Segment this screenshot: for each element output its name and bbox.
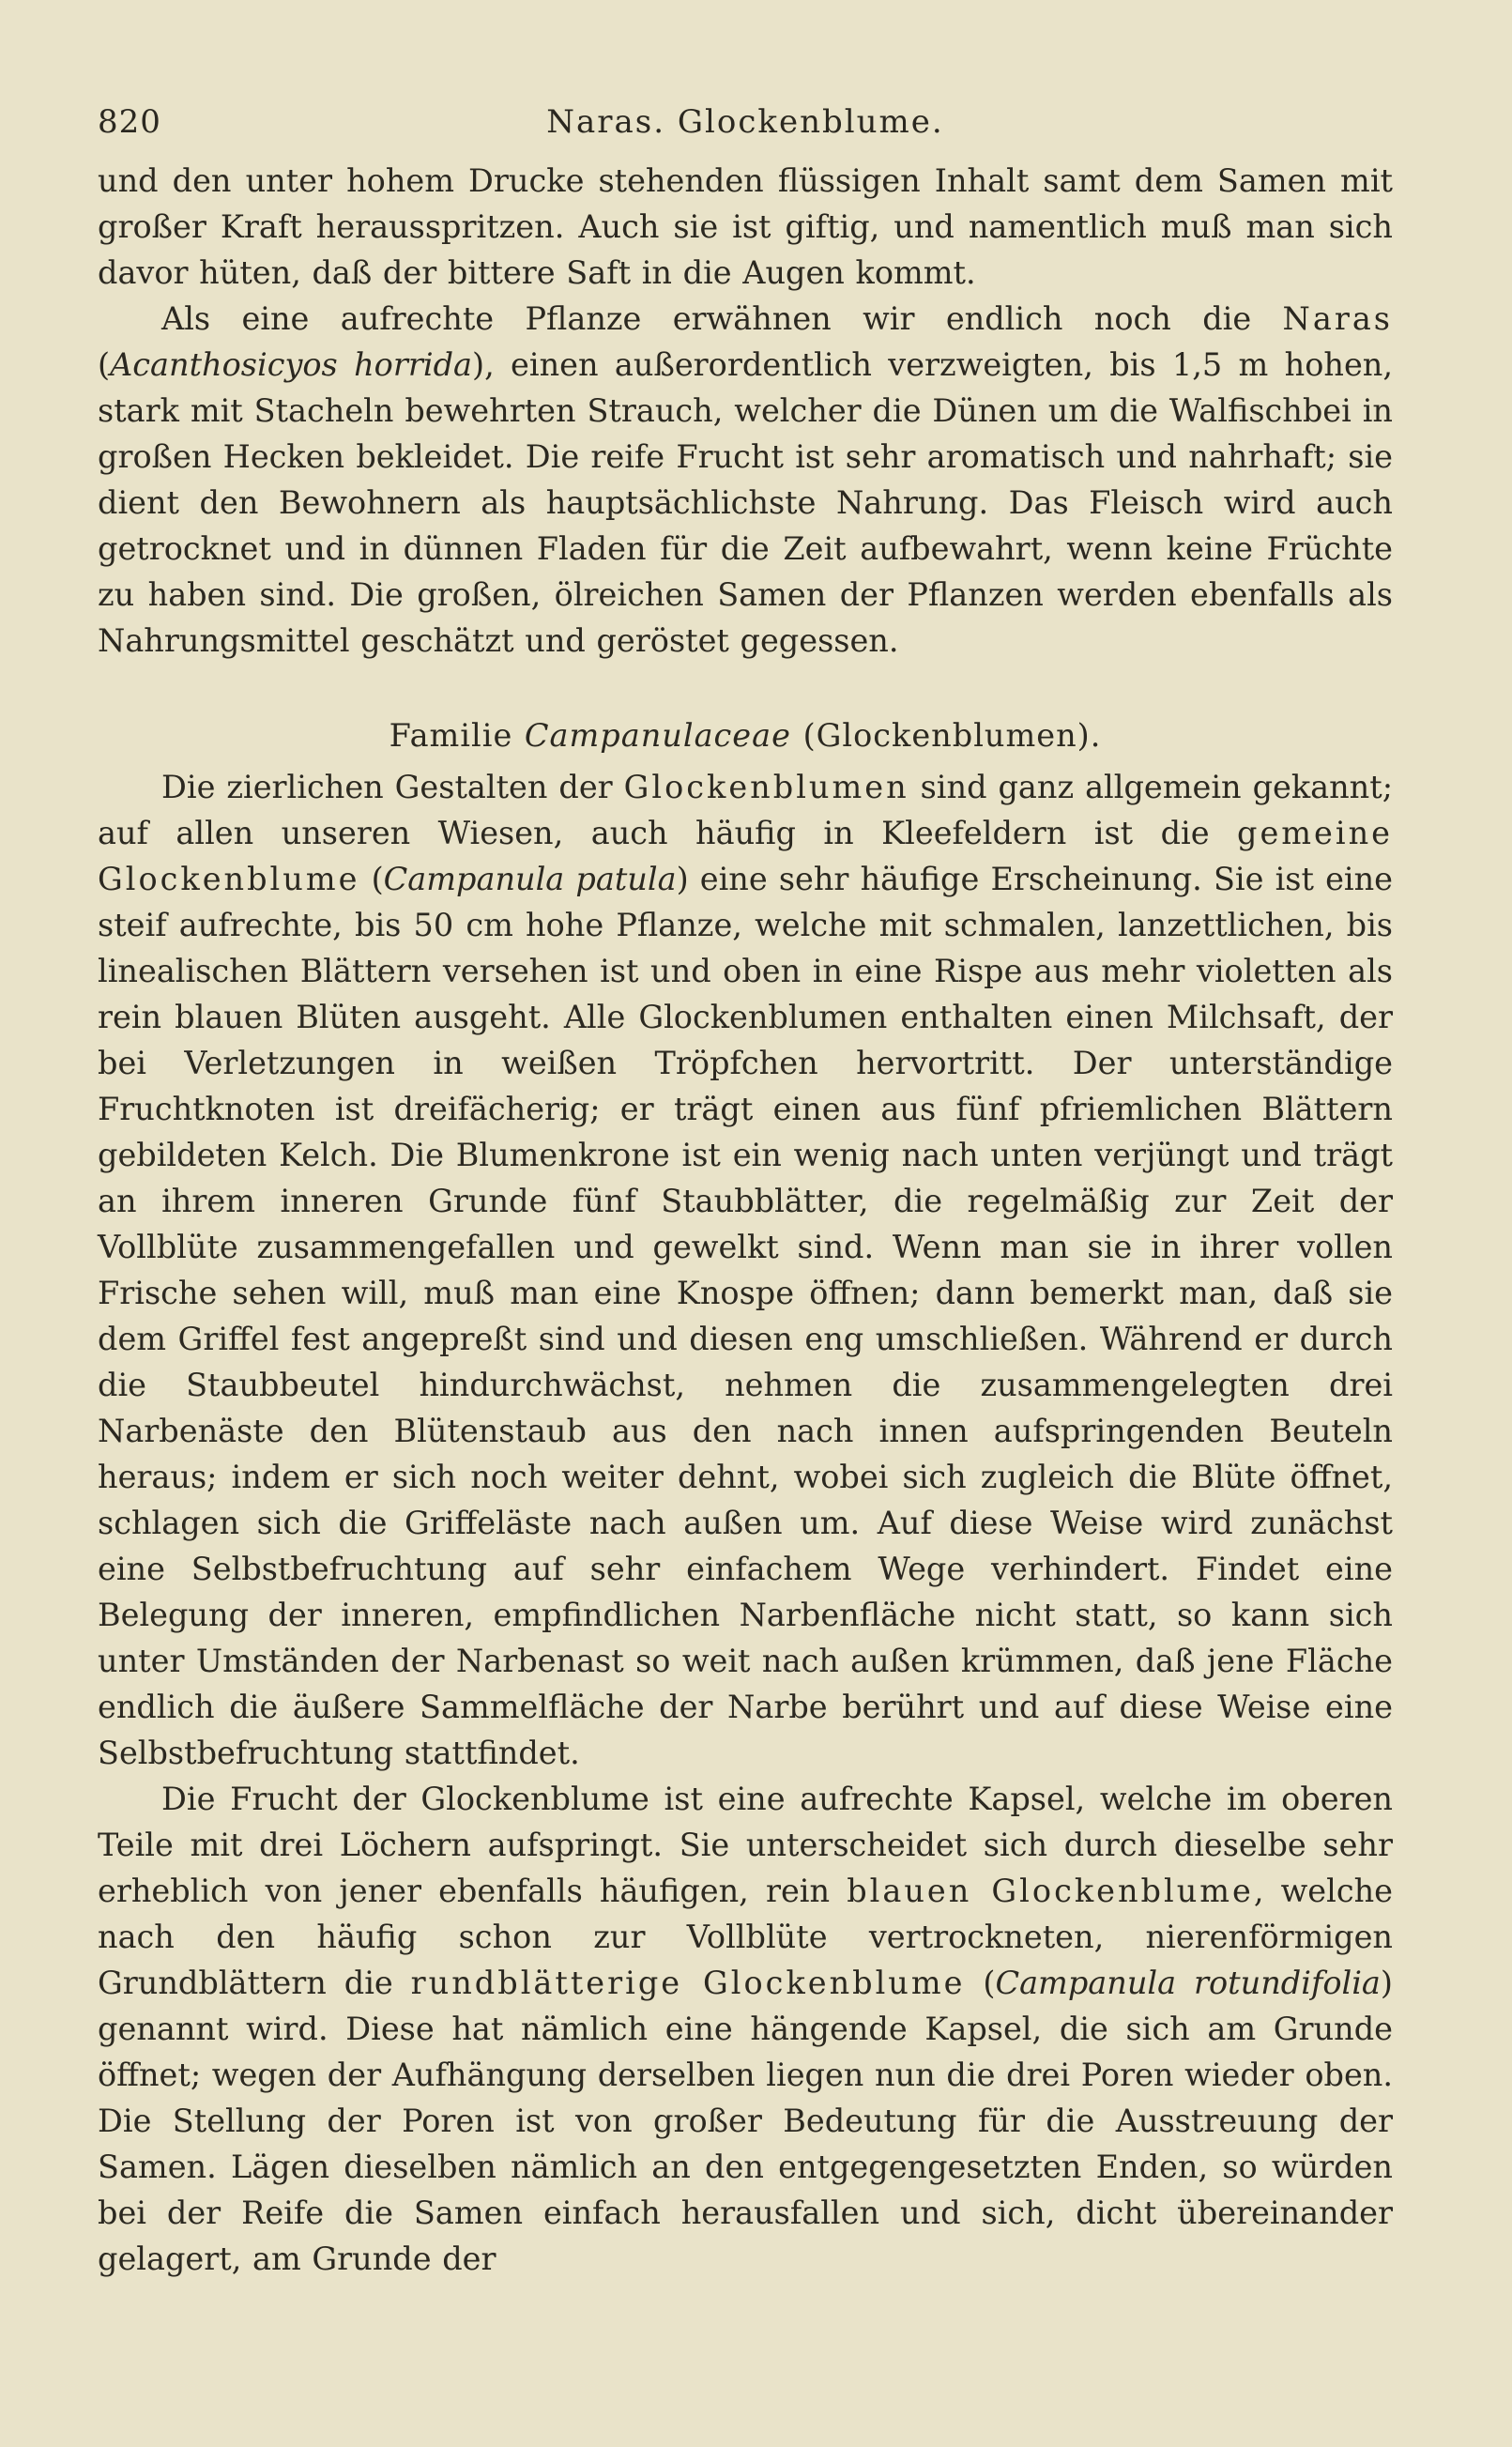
text-run: ), einen außerordentlich verzweigten, bis 1,5 m hohen, stark mit Stacheln bewehrten Strauch, welcher die Dünen um die Walfischbei in großen Hecken bekleidet. Die reife Frucht ist sehr aromatisch und nahrhaft; sie dient den Bewohnern als hauptsächlichste Nahrung. Das Fleisch wird auch getrocknet und in dünnen Fladen für die Zeit aufbewahrt, wenn keine Früchte zu haben sind. Die großen, ölreichen Samen der Pflanzen werden ebenfalls als Nahrungsmittel geschätzt und geröstet gegessen. [98,346,1394,659]
paragraph-4 [98,1776,1393,2282]
latin-name: Campanula rotundifolia [995,1965,1381,2001]
emphasized-term: rundblätterige Glockenblume [410,1965,966,2001]
text-run: ) genannt wird. Diese hat nämlich eine hängende Kapsel, die sich am Grunde öffnet; wegen der Aufhängung derselben liegen nun die drei Poren wieder oben. Die Stellung der Poren ist von großer Bedeutung für die Ausstreuung der Samen. Lägen dieselben nämlich an den entgegengesetzten Enden, so würden bei der Reife die Samen einfach herausfallen und sich, dicht übereinander gelagert, am Grunde der [98,1965,1393,2277]
text-run: Als eine aufrechte Pflanze erwähnen wir endlich noch die [161,300,1283,337]
body-text [98,158,1393,2282]
emphasized-term: blauen Glockenblume [847,1873,1254,1909]
paragraph-3 [98,764,1393,1776]
text-run: ( [359,861,384,897]
plant-name-naras: Naras [1282,300,1393,337]
paragraph-1 [98,158,1393,296]
text-run: ( [98,346,111,383]
running-head-title: Naras. Glockenblume. [546,103,944,141]
text-run: Die Frucht der Glockenblume ist eine aufrechte Kapsel, welche im oberen Teile mit drei Löchern aufspringt. Sie unterscheidet sich durch dieselbe sehr erheblich von jener ebenfalls häufigen, rein [98,1781,1393,1909]
section-heading [98,712,1393,758]
page-number: 820 [98,103,161,141]
heading-text: Familie [389,717,525,754]
text-run: , welche nach den häufig schon zur Vollblüte vertrockneten, nierenförmigen Grundblättern die [98,1873,1393,2001]
latin-name: Campanula patula [383,861,677,897]
latin-name: Acanthosicyos horrida [110,346,472,383]
heading-text: (Glockenblumen). [790,717,1102,754]
running-head [98,98,1393,146]
text-run: sind ganz allgemein gekannt; auf allen unseren Wiesen, auch häufig in Kleefeldern ist die [98,769,1394,851]
emphasized-term: gemeine Glockenblume [98,815,1393,897]
paragraph-2 [98,296,1393,664]
emphasized-term: Glockenblumen [623,769,909,805]
text-run: ) eine sehr häufige Erscheinung. Sie ist eine steif aufrechte, bis 50 cm hohe Pflanze, welche mit schmalen, lanzettlichen, bis linealischen Blättern versehen ist und oben in eine Rispe aus mehr violetten als rein blauen Blüten ausgeht. Alle Glockenblumen enthalten einen Milchsaft, der bei Verletzungen in weißen Tröpfchen hervortritt. Der unterständige Fruchtknoten ist dreifächerig; er trägt einen aus fünf pfriemlichen Blättern gebildeten Kelch. Die Blumenkrone ist ein wenig nach unten verjüngt und trägt an ihrem inneren Grunde fünf Staubblätter, die regelmäßig zur Zeit der Vollblüte zusammengefallen und gewelkt sind. Wenn man sie in ihrer vollen Frische sehen will, muß man eine Knospe öffnen; dann bemerkt man, daß sie dem Griffel fest angepreßt sind und diesen eng umschließen. Während er durch die Staubbeutel hindurchwächst, nehmen die zusammengelegten drei Narbenäste den Blütenstaub aus den nach innen aufspringenden Beuteln heraus; indem er sich noch weiter dehnt, wobei sich zugleich die Blüte öffnet, schlagen sich die Griffeläste nach außen um. Auf diese Weise wird zunächst eine Selbstbefruchtung auf sehr einfachem Wege verhindert. Findet eine Belegung der inneren, empfindlichen Narbenfläche nicht statt, so kann sich unter Umständen der Narbenast so weit nach außen krümmen, daß jene Fläche endlich die äußere Sammelfläche der Narbe berührt und auf diese Weise eine Selbstbefruchtung stattfindet. [98,861,1394,1771]
text-run: ( [965,1965,996,2001]
text-run: Die zierlichen Gestalten der [161,769,624,805]
family-latin-name: Campanulaceae [524,717,791,754]
text-run: und den unter hohem Drucke stehenden flüssigen Inhalt samt dem Samen mit großer Kraft herausspritzen. Auch sie ist giftig, und namentlich muß man sich davor hüten, daß der bittere Saft in die Augen kommt. [98,162,1393,291]
